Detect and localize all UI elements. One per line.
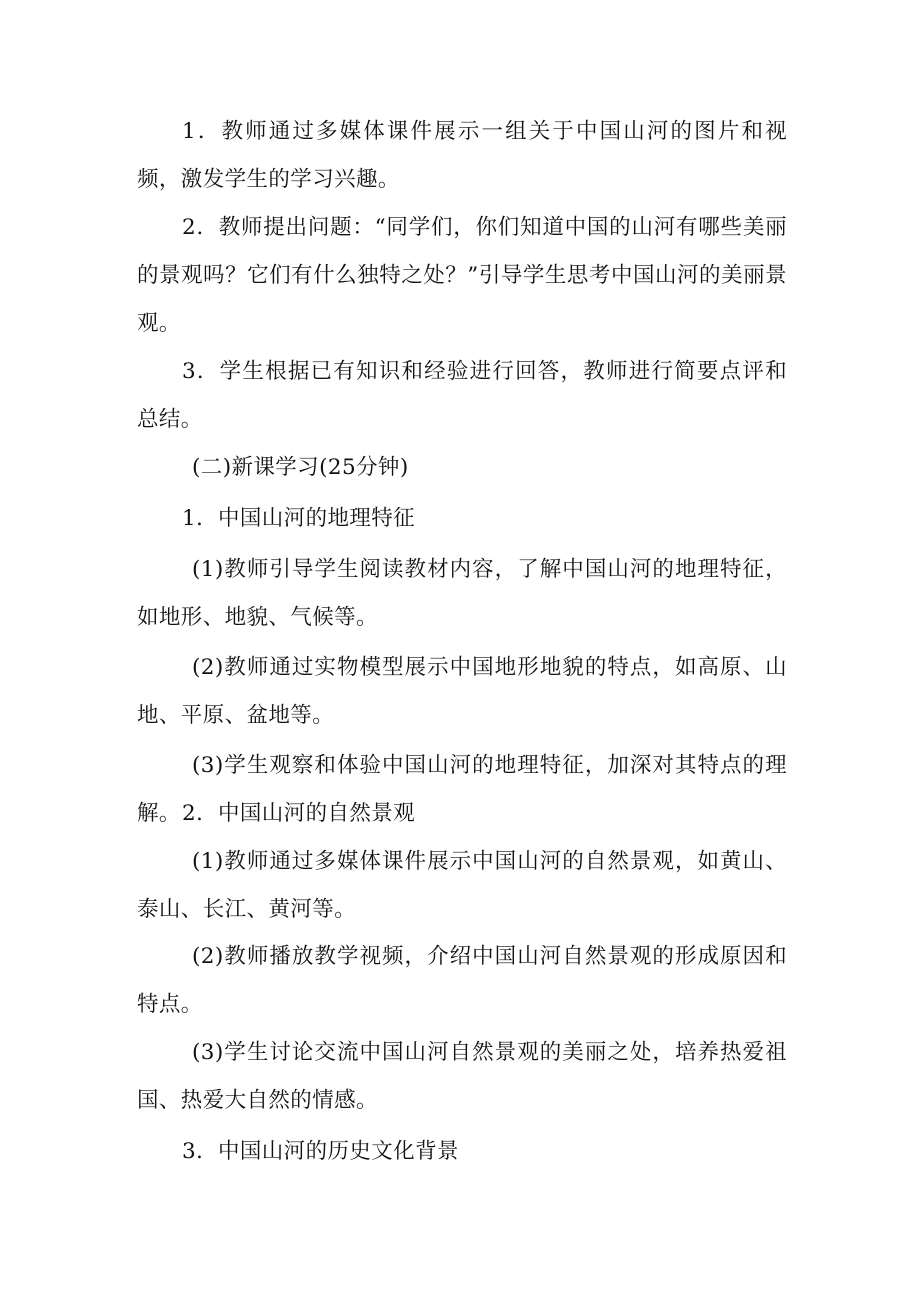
paragraph-intro-2: 2．教师提出问题：“同学们，你们知道中国的山河有哪些美丽的景观吗？它们有什么独特之处？”引导学生思考中国山河的美丽景观。 (137, 215, 787, 336)
subheading-natural-landscape: 2．中国山河的自然景观 (182, 801, 416, 826)
paragraph-landscape-3: (3)学生讨论交流中国山河自然景观的美丽之处，培养热爱祖国、热爱大自然的情感。 (137, 1040, 787, 1113)
paragraph-landscape-2: (2)教师播放教学视频，介绍中国山河自然景观的形成原因和特点。 (137, 944, 787, 1017)
paragraph-geography-2: (2)教师通过实物模型展示中国地形地貌的特点，如高原、山地、平原、盆地等。 (137, 655, 787, 728)
paragraph-landscape-1: (1)教师通过多媒体课件展示中国山河的自然景观，如黄山、泰山、长江、黄河等。 (137, 849, 787, 922)
paragraph-intro-1: 1．教师通过多媒体课件展示一组关于中国山河的图片和视频，激发学生的学习兴趣。 (137, 119, 787, 192)
subheading-history-culture: 3．中国山河的历史文化背景 (182, 1139, 459, 1164)
paragraph-intro-3: 3．学生根据已有知识和经验进行回答，教师进行简要点评和总结。 (137, 359, 787, 432)
paragraph-geography-1: (1)教师引导学生阅读教材内容，了解中国山河的地理特征，如地形、地貌、气候等。 (137, 557, 787, 630)
paragraph-geography-3: (3)学生观察和体验中国山河的地理特征，加深对其特点的理解。 (137, 753, 787, 826)
subheading-geography: 1．中国山河的地理特征 (182, 506, 416, 531)
section-heading-new-lesson: (二)新课学习(25分钟) (192, 455, 409, 480)
